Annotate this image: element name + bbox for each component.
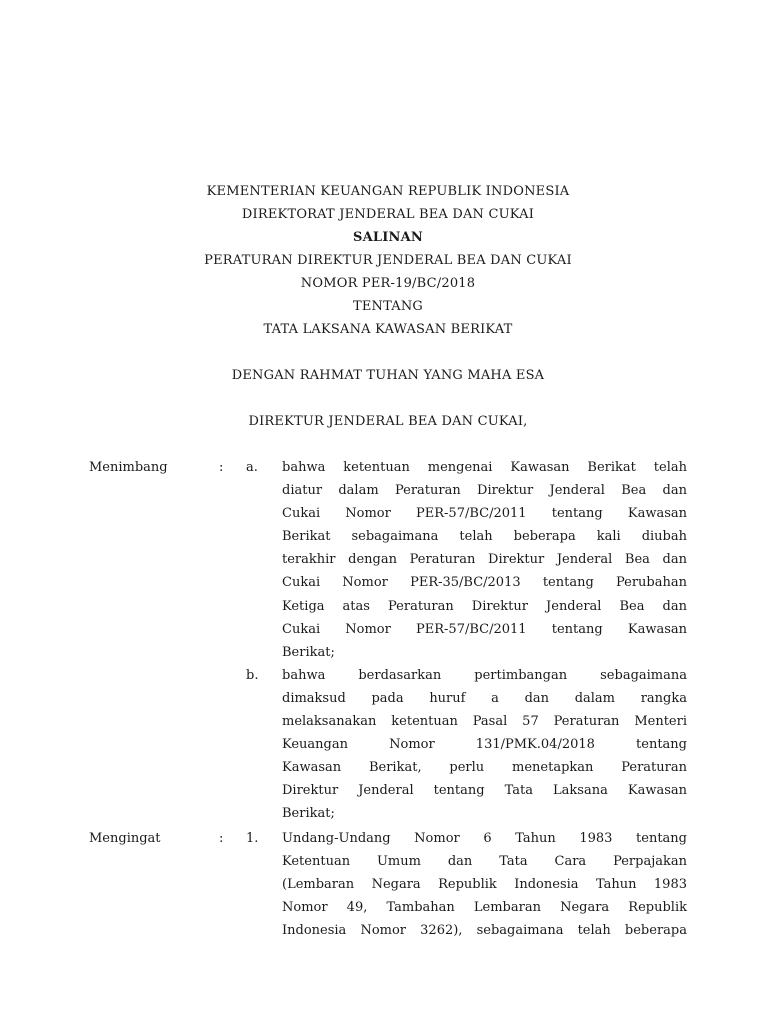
- salinan-label: SALINAN: [353, 230, 423, 245]
- ministry-title: KEMENTERIAN KEUANGAN REPUBLIK INDONESIA: [206, 184, 570, 199]
- paragraph-line: Indonesia Nomor 3262), sebagaimana telah beberapa: [282, 923, 687, 939]
- regulation-title: PERATURAN DIREKTUR JENDERAL BEA DAN CUKAI: [204, 253, 572, 268]
- directorate-title: DIREKTORAT JENDERAL BEA DAN CUKAI: [241, 207, 535, 222]
- menimbang-section: [0, 456, 768, 826]
- mengingat-section: [0, 827, 768, 942]
- paragraph-line: melaksanakan ketentuan Pasal 57 Peraturan Menteri: [282, 714, 687, 730]
- item-marker: 1.: [246, 831, 259, 846]
- menimbang-label: Menimbang: [89, 460, 168, 475]
- mengingat-label: Mengingat: [89, 831, 161, 846]
- paragraph-line: Cukai Nomor PER-57/BC/2011 tentang Kawasan: [282, 506, 687, 522]
- paragraph-line: Kawasan Berikat, perlu menetapkan Peraturan: [282, 760, 687, 776]
- paragraph-line: Ketiga atas Peraturan Direktur Jenderal Bea dan: [282, 598, 687, 614]
- paragraph-line: dimaksud pada huruf a dan dalam rangka: [282, 690, 687, 706]
- mengingat-colon: :: [219, 831, 224, 846]
- paragraph-line: Berikat;: [282, 644, 335, 660]
- tentang-label: TENTANG: [352, 299, 424, 314]
- paragraph-line: Berikat;: [282, 806, 335, 822]
- menimbang-colon: :: [219, 460, 224, 475]
- paragraph-line: bahwa ketentuan mengenai Kawasan Berikat telah: [282, 460, 687, 475]
- paragraph-line: Undang-Undang Nomor 6 Tahun 1983 tentang: [282, 831, 687, 846]
- issuer-title: DIREKTUR JENDERAL BEA DAN CUKAI,: [248, 414, 528, 429]
- paragraph-line: Nomor 49, Tambahan Lembaran Negara Republik: [282, 900, 687, 916]
- paragraph-line: Ketentuan Umum dan Tata Cara Perpajakan: [282, 854, 687, 870]
- regulation-subject: TATA LAKSANA KAWASAN BERIKAT: [263, 322, 513, 337]
- item-marker: b.: [246, 667, 259, 683]
- paragraph-line: terakhir dengan Peraturan Direktur Jenderal Bea dan: [282, 552, 687, 568]
- item-marker: a.: [246, 460, 258, 475]
- regulation-number: NOMOR PER-19/BC/2018: [300, 276, 476, 291]
- paragraph-line: Direktur Jenderal tentang Tata Laksana Kawasan: [282, 783, 687, 799]
- paragraph-line: Berikat sebagaimana telah beberapa kali diubah: [282, 529, 687, 545]
- paragraph-line: Cukai Nomor PER-35/BC/2013 tentang Perubahan: [282, 575, 687, 591]
- paragraph-line: Keuangan Nomor 131/PMK.04/2018 tentang: [282, 737, 687, 753]
- paragraph-line: (Lembaran Negara Republik Indonesia Tahun 1983: [282, 877, 687, 893]
- document-header: [0, 180, 768, 433]
- preamble-blessing: DENGAN RAHMAT TUHAN YANG MAHA ESA: [231, 368, 545, 383]
- paragraph-line: diatur dalam Peraturan Direktur Jenderal Bea dan: [282, 483, 687, 499]
- paragraph-line: Cukai Nomor PER-57/BC/2011 tentang Kawasan: [282, 621, 687, 637]
- paragraph-line: bahwa berdasarkan pertimbangan sebagaimana: [282, 667, 687, 683]
